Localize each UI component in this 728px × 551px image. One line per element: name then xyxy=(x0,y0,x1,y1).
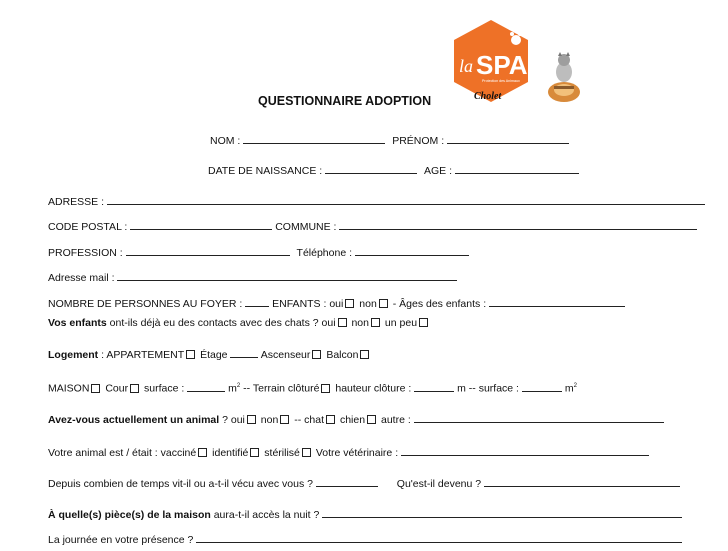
label-telephone: Téléphone : xyxy=(296,247,352,259)
input-devenu[interactable] xyxy=(484,476,680,487)
label-logement: Logement xyxy=(48,349,99,361)
label-vos-enfants: Vos enfants xyxy=(48,317,107,329)
checkbox-enfants-non[interactable] xyxy=(379,299,388,308)
row-piece xyxy=(48,507,682,522)
label-journee: La journée en votre présence ? xyxy=(48,534,194,546)
label-veterinaire: Votre vétérinaire : xyxy=(315,447,399,459)
input-adresse[interactable] xyxy=(107,194,705,205)
label-enfants: ENFANTS : oui xyxy=(272,298,344,310)
separator-1: -- xyxy=(243,382,251,395)
input-commune[interactable] xyxy=(339,219,697,230)
label-date-naissance: DATE DE NAISSANCE : xyxy=(208,165,323,177)
checkbox-chat[interactable] xyxy=(326,415,335,424)
row-maison: MAISON Cour surface : $m^2$ -- Terrain clôturé hauteur clôture : m -- surface : $m^2$ xyxy=(48,382,577,395)
label-mail: Adresse mail : xyxy=(48,272,115,284)
checkbox-cour[interactable] xyxy=(130,384,139,393)
label-nb-personnes: NOMBRE DE PERSONNES AU FOYER : xyxy=(48,298,243,310)
checkbox-contacts-non[interactable] xyxy=(371,318,380,327)
label-cour: Cour xyxy=(105,382,129,395)
separator-2: -- xyxy=(468,382,476,395)
input-telephone[interactable] xyxy=(355,245,469,256)
label-balcon: Balcon xyxy=(326,349,359,361)
input-surface-terrain[interactable] xyxy=(522,381,562,392)
checkbox-appartement[interactable] xyxy=(186,350,195,359)
label-surface-terrain: surface : xyxy=(478,382,519,395)
label-devenu: Qu'est-il devenu ? xyxy=(396,478,482,490)
label-animal: Avez-vous actuellement un animal xyxy=(48,414,220,426)
row-profession xyxy=(48,245,469,260)
logo-spa: SPA xyxy=(476,50,528,80)
label-commune: COMMUNE : xyxy=(275,221,337,233)
label-duree: Depuis combien de temps vit-il ou a-t-il vécu avec vous ? xyxy=(48,478,313,490)
checkbox-contacts-un-peu[interactable] xyxy=(419,318,428,327)
label-m2-terrain: m xyxy=(564,382,574,395)
input-mail[interactable] xyxy=(117,270,457,281)
label-maison: MAISON xyxy=(48,382,90,395)
row-adresse xyxy=(48,194,705,209)
input-nom[interactable] xyxy=(243,133,385,144)
label-m: m xyxy=(457,382,466,395)
checkbox-ascenseur[interactable] xyxy=(312,350,321,359)
row-naissance xyxy=(208,163,579,178)
label-terrain: Terrain clôturé xyxy=(252,382,320,395)
input-surface-cour[interactable] xyxy=(187,381,225,392)
input-prenom[interactable] xyxy=(447,133,569,144)
checkbox-maison[interactable] xyxy=(91,384,100,393)
label-autre: autre : xyxy=(380,414,411,426)
logo-subtitle: Protection des Animaux xyxy=(482,79,520,83)
cat-illustration xyxy=(546,52,582,107)
label-surface-cour: surface : xyxy=(144,382,185,395)
label-nom: NOM : xyxy=(210,135,241,147)
label-ascenseur: Ascenseur xyxy=(260,349,311,361)
label-adresse: ADRESSE : xyxy=(48,196,105,208)
label-prenom: PRÉNOM : xyxy=(392,135,445,147)
label-contacts-non: non xyxy=(351,317,369,329)
label-age: AGE : xyxy=(424,165,453,177)
separator-animal: -- xyxy=(294,414,302,426)
input-duree[interactable] xyxy=(316,476,378,487)
logo-la: la xyxy=(459,56,474,76)
label-identifie: identifié xyxy=(212,447,249,459)
label-piece-nuit: aura-t-il accès la nuit ? xyxy=(213,509,320,521)
label-chat: chat xyxy=(304,414,325,426)
label-hauteur: hauteur clôture : xyxy=(335,382,412,395)
checkbox-chien[interactable] xyxy=(367,415,376,424)
row-duree xyxy=(48,476,680,491)
label-appartement: : APPARTEMENT xyxy=(101,349,185,361)
input-veterinaire[interactable] xyxy=(401,445,649,456)
checkbox-animal-non[interactable] xyxy=(280,415,289,424)
input-ages-enfants[interactable] xyxy=(489,296,625,307)
spa-logo xyxy=(448,18,534,107)
row-foyer xyxy=(48,296,625,311)
input-date-naissance[interactable] xyxy=(325,163,417,174)
label-animal-oui: ? oui xyxy=(222,414,245,426)
checkbox-animal-oui[interactable] xyxy=(247,415,256,424)
label-chien: chien xyxy=(339,414,366,426)
label-animal-non: non xyxy=(260,414,279,426)
checkbox-vaccine[interactable] xyxy=(198,448,207,457)
input-autre[interactable] xyxy=(414,412,664,423)
label-enfants-non: non xyxy=(359,298,377,310)
checkbox-sterilise[interactable] xyxy=(302,448,311,457)
label-contacts-un-peu: un peu xyxy=(384,317,418,329)
row-animal xyxy=(48,412,664,427)
row-code-postal xyxy=(48,219,697,234)
row-nom xyxy=(210,133,569,148)
input-etage[interactable] xyxy=(230,347,258,358)
label-sterilise: stérilisé xyxy=(264,447,300,459)
label-ages-enfants: - Âges des enfants : xyxy=(392,298,487,310)
checkbox-contacts-oui[interactable] xyxy=(338,318,347,327)
input-code-postal[interactable] xyxy=(130,219,272,230)
input-hauteur[interactable] xyxy=(414,381,454,392)
input-journee[interactable] xyxy=(196,532,682,543)
page-title: QUESTIONNAIRE ADOPTION xyxy=(258,94,432,108)
row-logement xyxy=(48,347,371,362)
checkbox-enfants-oui[interactable] xyxy=(345,299,354,308)
label-m2-cour: m xyxy=(228,382,237,395)
input-piece[interactable] xyxy=(322,507,682,518)
input-age[interactable] xyxy=(455,163,579,174)
label-vaccine: Votre animal est / était : vacciné xyxy=(48,447,197,459)
row-mail xyxy=(48,270,457,285)
row-journee xyxy=(48,532,682,547)
checkbox-identifie[interactable] xyxy=(250,448,259,457)
label-piece: À quelle(s) pièce(s) de la maison xyxy=(48,509,211,521)
label-code-postal: CODE POSTAL : xyxy=(48,221,128,233)
label-profession: PROFESSION : xyxy=(48,247,123,259)
label-etage: Étage xyxy=(200,349,228,361)
row-sante xyxy=(48,445,649,460)
input-nb-personnes[interactable] xyxy=(245,296,269,307)
label-contacts-question: ont-ils déjà eu des contacts avec des chats ? oui xyxy=(109,317,336,329)
logo-city: Cholet xyxy=(474,91,502,102)
checkbox-terrain[interactable] xyxy=(321,384,330,393)
checkbox-balcon[interactable] xyxy=(360,350,369,359)
input-profession[interactable] xyxy=(126,245,290,256)
row-contacts xyxy=(48,316,430,330)
